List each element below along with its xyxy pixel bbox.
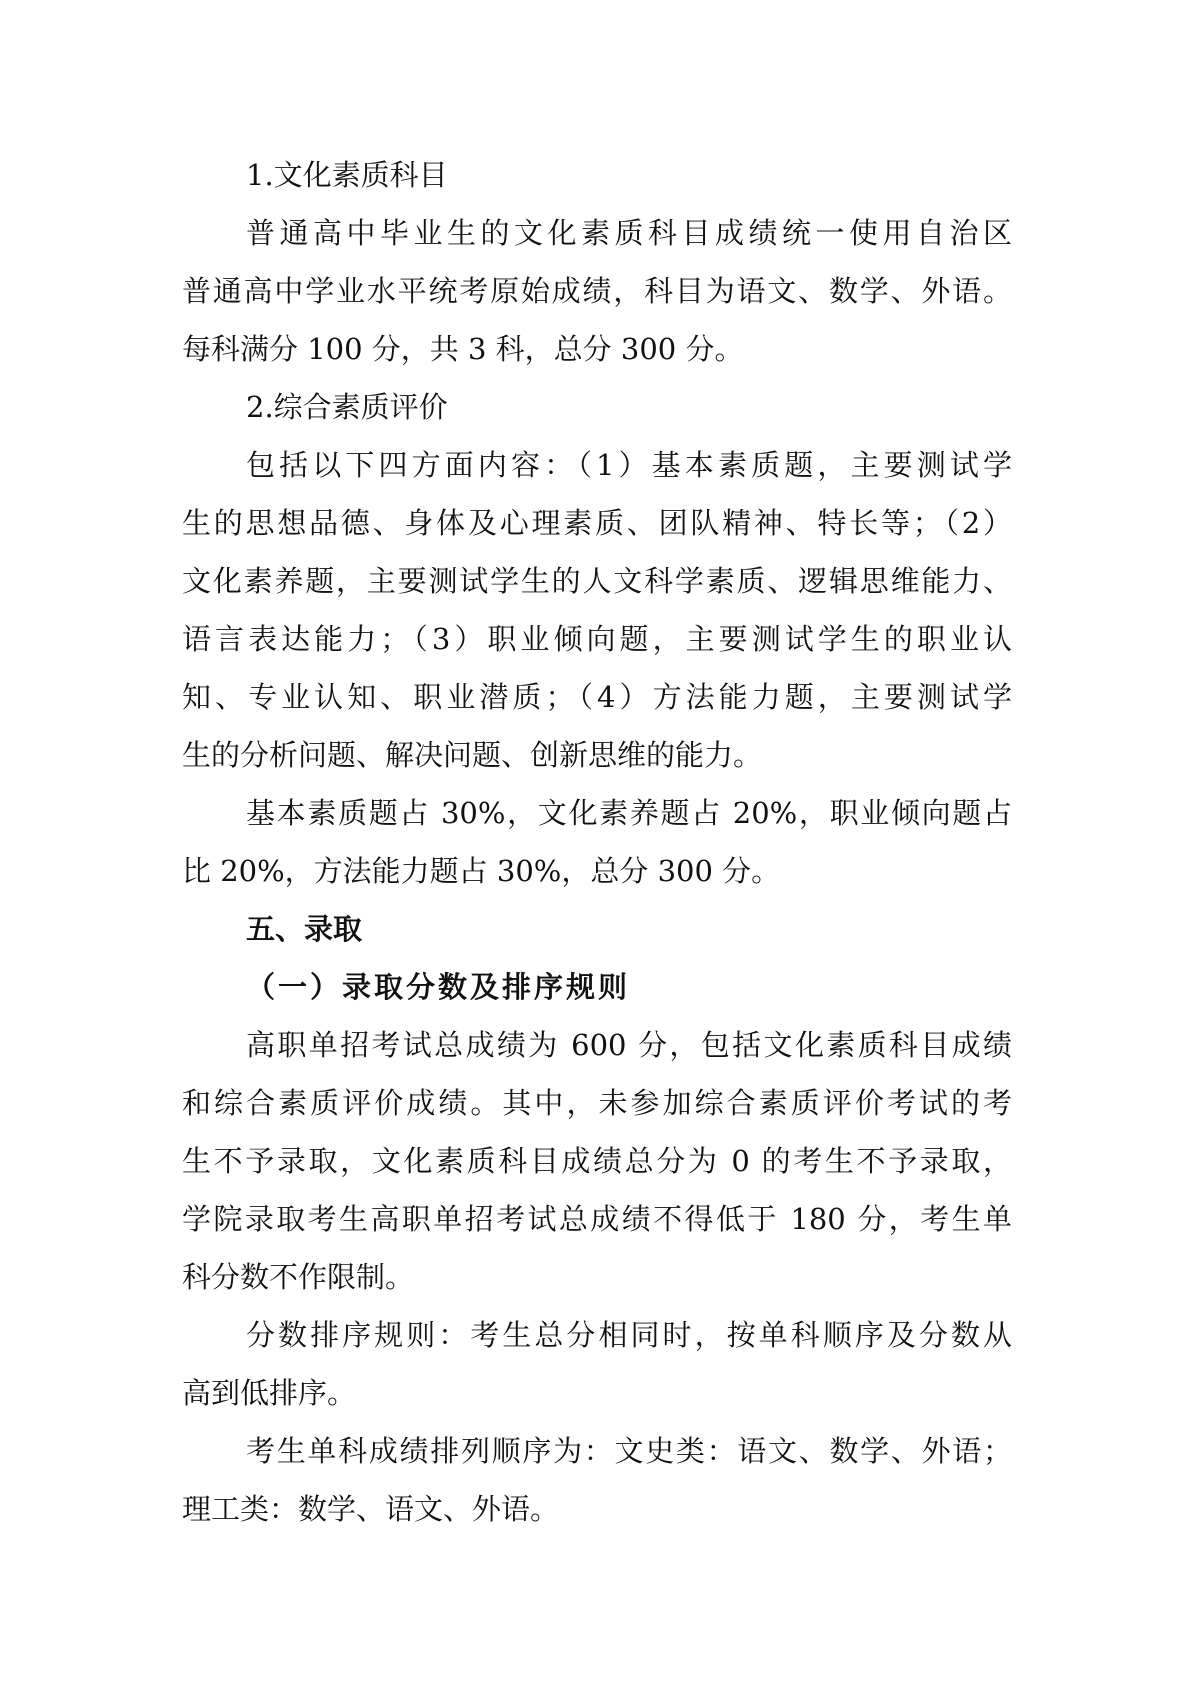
text-line: 语言表达能力；（3）职业倾向题，主要测试学生的职业认	[182, 622, 1012, 656]
section-title-culture-subjects	[182, 146, 1012, 204]
text-line: 1.文化素质科目	[246, 158, 448, 192]
text-line: 比 20%，方法能力题占 30%，总分 300 分。	[182, 854, 781, 888]
text-line: 普通高中学业水平统考原始成绩，科目为语文、数学、外语。	[182, 274, 1012, 308]
text-line: 和综合素质评价成绩。其中，未参加综合素质评价考试的考	[182, 1086, 1012, 1120]
heading-text: 五、录取	[246, 912, 363, 946]
subheading-text: （一）录取分数及排序规则	[246, 970, 631, 1004]
text-line: 学院录取考生高职单招考试总成绩不得低于 180 分，考生单	[182, 1202, 1012, 1236]
text-line: 高职单招考试总成绩为 600 分，包括文化素质科目成绩	[246, 1028, 1012, 1062]
text-line: 2.综合素质评价	[246, 390, 448, 424]
text-line: 普通高中毕业生的文化素质科目成绩统一使用自治区	[246, 216, 1012, 250]
text-line: 生的思想品德、身体及心理素质、团队精神、特长等；（2）	[182, 506, 1012, 540]
text-line: 高到低排序。	[182, 1376, 357, 1410]
text-line: 分数排序规则：考生总分相同时，按单科顺序及分数从	[246, 1318, 1012, 1352]
paragraph-evaluation-weights	[182, 784, 1012, 900]
text-line: 知、专业认知、职业潜质；（4）方法能力题，主要测试学	[182, 680, 1012, 714]
paragraph-culture-subjects	[182, 204, 1012, 378]
paragraph-evaluation-content	[182, 436, 1012, 784]
paragraph-ranking-rule	[182, 1306, 1012, 1422]
text-line: 理工类：数学、语文、外语。	[182, 1492, 560, 1526]
text-line: 文化素养题，主要测试学生的人文科学素质、逻辑思维能力、	[182, 564, 1012, 598]
text-line: 生的分析问题、解决问题、创新思维的能力。	[182, 738, 763, 772]
section-title-comprehensive-evaluation	[182, 378, 1012, 436]
subsection-heading-scoring-rules	[182, 958, 1012, 1016]
paragraph-subject-order	[182, 1422, 1012, 1538]
text-line: 每科满分 100 分，共 3 科，总分 300 分。	[182, 332, 744, 366]
text-line: 生不予录取，文化素质科目成绩总分为 0 的考生不予录取，	[182, 1144, 1012, 1178]
text-line: 包括以下四方面内容：（1）基本素质题，主要测试学	[246, 448, 1012, 482]
section-heading-admission	[182, 900, 1012, 958]
text-line: 考生单科成绩排列顺序为：文史类：语文、数学、外语；	[246, 1434, 1012, 1468]
text-line: 基本素质题占 30%，文化素养题占 20%，职业倾向题占	[246, 796, 1012, 830]
text-line: 科分数不作限制。	[182, 1260, 415, 1294]
document-page	[182, 146, 1012, 1538]
paragraph-total-score	[182, 1016, 1012, 1306]
